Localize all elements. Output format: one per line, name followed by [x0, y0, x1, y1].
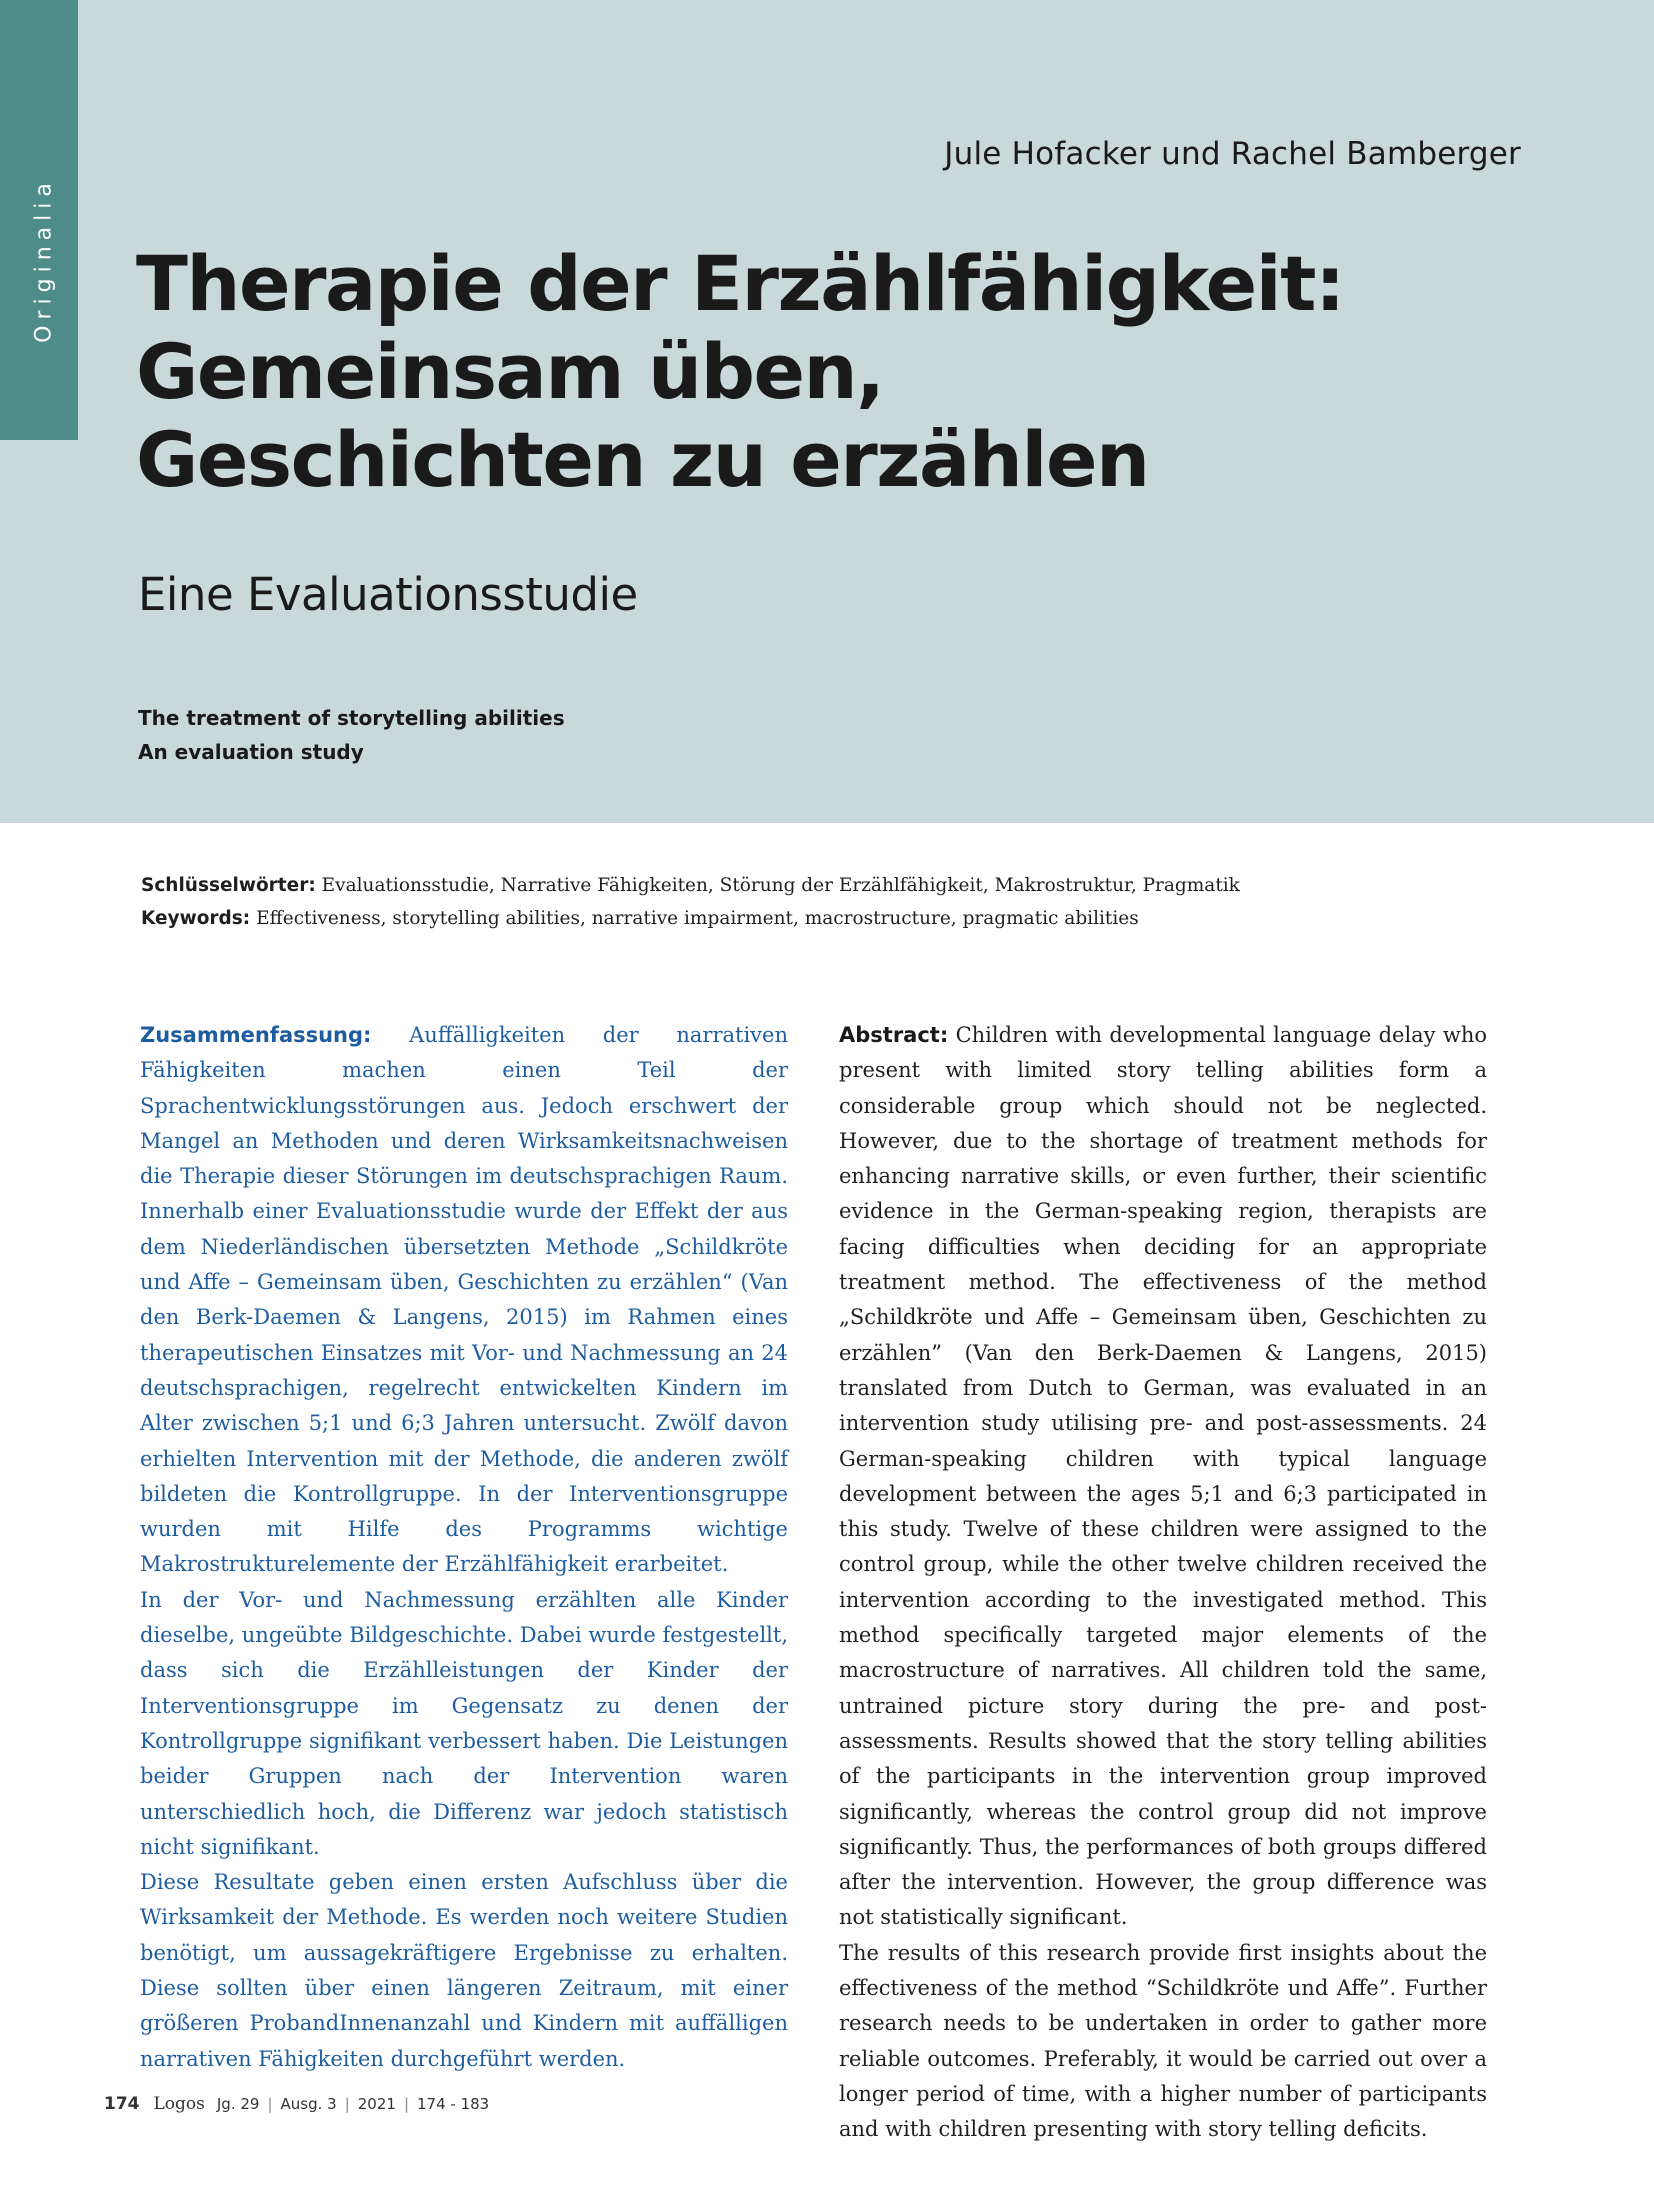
zusammenfassung-text-1: Auffälligkeiten der narrativen Fähigkeiten machen einen Teil der Sprachentwicklungsstörungen aus. Jedoch erschwert der Mangel an Methoden und deren Wirksamkeitsnachweisen die Therapie dieser Störungen im deutschsprachigen Raum. Innerhalb einer Evaluationsstudie wurde der Effekt der aus dem Niederländischen übersetzten Methode „Schildkröte und Affe – Gemeinsam üben, Geschichten zu erzählen“ (Van den Berk-Daemen & Langens, 2015) im Rahmen eines therapeutischen Einsatzes mit Vor- und Nachmessung an 24 deutschsprachigen, regelrecht entwickelten Kindern im Alter zwischen 5;1 und 6;3 Jahren untersucht. Zwölf davon erhielten Intervention mit der Methode, die anderen zwölf bildeten die Kontrollgruppe. In der Interventionsgruppe wurden mit Hilfe des Programms wichtige Makrostrukturelemente der Erzählfähigkeit erarbeitet. [140, 1023, 788, 1577]
abstract-label: Abstract: [839, 1023, 949, 1047]
keywords-de-value: Evaluationsstudie, Narrative Fähigkeiten, Störung der Erzählfähigkeit, Makrostruktur, Pragmatik [321, 875, 1240, 896]
english-title-line-1: The treatment of storytelling abilities [138, 706, 565, 730]
keywords-de [141, 869, 1541, 902]
english-title [138, 701, 565, 769]
abstract-paragraph-1 [839, 1018, 1487, 1936]
zusammenfassung-paragraph-3: Diese Resultate geben einen ersten Aufschluss über die Wirksamkeit der Methode. Es werden noch weitere Studien benötigt, um aussagekräftigere Ergebnisse zu erhalten. Diese sollten über einen längeren Zeitraum, mit einer größeren ProbandInnenanzahl und Kindern mit auffälligen narrativen Fähigkeiten durchgeführt werden. [140, 1870, 788, 2071]
keywords-block [141, 869, 1541, 935]
article-title [136, 240, 1536, 504]
journal-issue: Ausg. 3 [280, 2095, 337, 2113]
zusammenfassung-paragraph-1 [140, 1018, 788, 1583]
keywords-en-value: Effectiveness, storytelling abilities, narrative impairment, macrostructure, pragmatic abilities [256, 908, 1139, 929]
title-line-2: Gemeinsam üben, [136, 327, 884, 416]
english-title-line-2: An evaluation study [138, 740, 364, 764]
journal-year: 2021 [357, 2095, 396, 2113]
zusammenfassung-paragraph-2: In der Vor- und Nachmessung erzählten alle Kinder dieselbe, ungeübte Bildgeschichte. Dabei wurde festgestellt, dass sich die Erzählleistungen der Kinder der Interventionsgruppe im Gegensatz zu denen der Kontrollgruppe signifikant verbessert haben. Die Leistungen beider Gruppen nach der Intervention waren unterschiedlich hoch, die Differenz war jedoch statistisch nicht signifikant. [140, 1587, 788, 1859]
footer-separator: | [267, 2095, 273, 2113]
journal-pages: 174 - 183 [417, 2095, 490, 2113]
title-line-3: Geschichten zu erzählen [136, 415, 1149, 504]
article-subtitle: Eine Evaluationsstudie [138, 568, 638, 621]
journal-name: Logos [153, 2094, 205, 2114]
title-line-1: Therapie der Erzählfähigkeit: [136, 239, 1344, 328]
page-number: 174 [104, 2094, 140, 2114]
zusammenfassung-label: Zusammenfassung: [140, 1023, 372, 1047]
zusammenfassung-column [140, 1018, 788, 2077]
keywords-en-label: Keywords: [141, 908, 251, 929]
journal-volume: Jg. 29 [216, 2095, 260, 2113]
footer-separator: | [344, 2095, 350, 2113]
keywords-de-label: Schlüsselwörter: [141, 875, 316, 896]
abstract-paragraph-2: The results of this research provide first insights about the effectiveness of the method “Schildkröte und Affe”. Further research needs to be undertaken in order to gather more reliable outcomes. Preferably, it would be carried out over a longer period of time, with a higher number of participants and with children presenting with story telling deficits. [839, 1940, 1487, 2142]
section-tab [0, 0, 78, 440]
footer-separator: | [403, 2095, 410, 2113]
keywords-en [141, 902, 1541, 935]
page-footer [104, 2094, 489, 2114]
section-tab-label: Originalia [31, 177, 57, 343]
abstract-text-1: Children with developmental language delay who present with limited story telling abilities form a considerable group which should not be neglected. However, due to the shortage of treatment methods for enhancing narrative skills, or even further, their scientific evidence in the German-speaking region, therapists are facing difficulties when deciding for an appropriate treatment method. The effectiveness of the method „Schildkröte und Affe – Gemeinsam üben, Geschichten zu erzählen” (Van den Berk-Daemen & Langens, 2015) translated from Dutch to German, was evaluated in an intervention study utilising pre- and post-assessments. 24 German-speaking children with typical language development between the ages 5;1 and 6;3 participated in this study. Twelve of these children were assigned to the control group, while the other twelve children received the intervention according to the investigated method. This method specifically targeted major elements of the macrostructure of narratives. All children told the same, untrained picture story during the pre- and post- assessments. Results showed that the story telling abilities of the participants in the intervention group improved significantly, whereas the control group did not improve significantly. Thus, the performances of both groups differed after the intervention. However, the group difference was not statistically significant. [839, 1023, 1487, 1930]
abstract-column [839, 1018, 1487, 2148]
authors: Jule Hofacker und Rachel Bamberger [944, 136, 1521, 172]
